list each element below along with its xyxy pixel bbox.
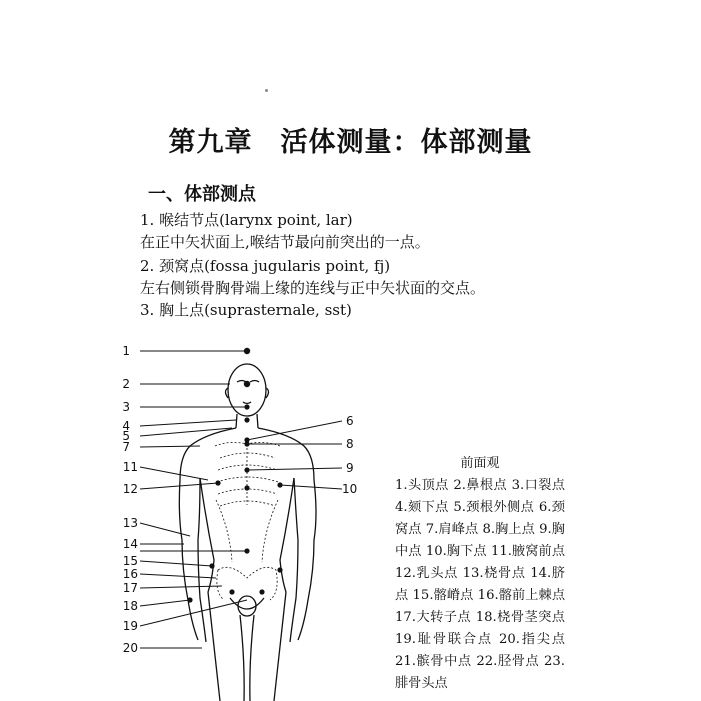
skeleton-outline: [215, 442, 280, 600]
leader-lines: [140, 351, 342, 648]
scan-speck: [265, 89, 268, 92]
chapter-title: 第九章 活体测量：体部测量: [168, 127, 533, 158]
body-outline: [179, 364, 316, 701]
figure-label-6: 6: [346, 414, 354, 428]
item-1-description: 在正中矢状面上,喉结节最向前突出的一点。: [140, 233, 430, 251]
figure-label-7: 7: [122, 440, 130, 454]
item-2-heading: 2. 颈窝点(fossa jugularis point, fj): [140, 257, 391, 275]
figure-label-15: 15: [122, 554, 138, 568]
legend-text: 1.头顶点 2.鼻根点 3.口裂点 4.颏下点 5.颈根外侧点 6.颈窝点 7.肩峰点 8.胸上点 9.胸中点 10.胸下点 11.腋窝前点 12.乳头点 13.桡骨点 14.脐点 15.髂嵴点 16.髂前上棘点 17.大转子点 18.桡骨茎突点 19.耻骨联合点 20.指尖点 21.髌骨中点 22.胫骨点 23.腓骨头点: [395, 478, 565, 691]
section-heading: 一、体部测点: [148, 184, 256, 205]
figure-label-4: 4: [122, 419, 130, 433]
figure-label-1: 1: [122, 344, 130, 358]
item-2-description: 左右侧锁骨胸骨端上缘的连线与正中矢状面的交点。: [140, 279, 486, 297]
figure-number-labels: [122, 344, 357, 655]
figure-label-10: 10: [342, 482, 358, 496]
figure-label-3: 3: [122, 400, 130, 414]
figure-label-13: 13: [122, 516, 138, 530]
figure-label-9: 9: [346, 461, 354, 475]
figure-label-5: 5: [122, 429, 130, 443]
item-3-heading: 3. 胸上点(suprasternale, sst): [140, 301, 352, 319]
body-front-view-figure: [120, 330, 380, 701]
figure-label-2: 2: [122, 377, 130, 391]
figure-label-12: 12: [122, 482, 138, 496]
legend-title: 前面观: [460, 456, 500, 471]
figure-label-11: 11: [122, 460, 138, 474]
figure-label-8: 8: [346, 437, 354, 451]
figure-label-16: 16: [122, 567, 138, 581]
figure-label-20: 20: [122, 641, 138, 655]
figure-label-14: 14: [122, 537, 138, 551]
figure-label-17: 17: [122, 581, 138, 595]
figure-legend: [395, 452, 565, 695]
figure-label-19: 19: [122, 619, 138, 633]
item-1-heading: 1. 喉结节点(larynx point, lar): [140, 211, 353, 229]
figure-label-18: 18: [122, 599, 138, 613]
landmark-points: [187, 348, 282, 603]
